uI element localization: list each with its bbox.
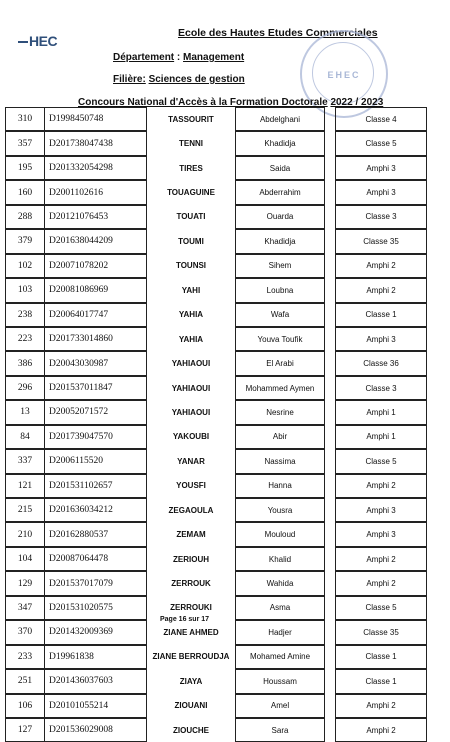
- exam-room-cell: Amphi 2: [335, 694, 427, 718]
- rank-cell: 233: [5, 645, 45, 669]
- candidate-id-cell: D201536029008: [45, 718, 147, 742]
- last-name-cell: YANAR: [177, 456, 205, 466]
- exam-room-cell: Classe 36: [335, 351, 427, 375]
- table-row: [5, 327, 427, 351]
- last-name-cell: YAHIA: [178, 334, 204, 344]
- last-name-cell: TOUMI: [178, 236, 204, 246]
- first-name-cell: Nesrine: [235, 400, 325, 424]
- exam-room-cell: Classe 5: [335, 131, 427, 155]
- candidate-id-cell: D20071078202: [45, 254, 147, 278]
- exam-room-cell: Classe 35: [335, 620, 427, 644]
- first-name-cell: Houssam: [235, 669, 325, 693]
- exam-room-cell: Classe 5: [335, 449, 427, 473]
- last-name-cell: ZIANE BERROUDJA: [152, 652, 230, 662]
- column-gap: [325, 718, 335, 742]
- rank-cell: 84: [5, 425, 45, 449]
- exam-room-cell: Amphi 2: [335, 254, 427, 278]
- exam-room-cell: Amphi 2: [335, 718, 427, 742]
- rank-cell: 129: [5, 571, 45, 595]
- exam-room-cell: Amphi 3: [335, 498, 427, 522]
- last-name-cell: TENNI: [179, 139, 203, 149]
- first-name-cell: Youva Toufik: [235, 327, 325, 351]
- last-name-cell: YAHIAOUI: [171, 407, 211, 417]
- candidate-id-cell: D201537017079: [45, 571, 147, 595]
- candidate-id-cell: D2006115520: [45, 449, 147, 473]
- exam-room-cell: Amphi 3: [335, 522, 427, 546]
- last-name-cell: YAHIAOUI: [171, 383, 211, 393]
- table-row: [5, 205, 427, 229]
- first-name-cell: Abdelghani: [235, 107, 325, 131]
- column-gap: [325, 400, 335, 424]
- last-name-cell: TASSOURIT: [168, 114, 214, 124]
- last-name-cell: YAHI: [181, 285, 201, 295]
- first-name-cell: Amel: [235, 694, 325, 718]
- candidate-id-cell: D20162880537: [45, 522, 147, 546]
- rank-cell: 386: [5, 351, 45, 375]
- exam-room-cell: Amphi 1: [335, 425, 427, 449]
- last-name-cell: ZEMAM: [176, 530, 206, 540]
- exam-room-cell: Classe 3: [335, 376, 427, 400]
- column-gap: [325, 278, 335, 302]
- candidate-id-cell: D20052071572: [45, 400, 147, 424]
- first-name-cell: Asma: [235, 596, 325, 620]
- rank-cell: 215: [5, 498, 45, 522]
- first-name-cell: Loubna: [235, 278, 325, 302]
- first-name-cell: Wahida: [235, 571, 325, 595]
- department-line: Département : Management: [113, 52, 245, 63]
- last-name-cell: TOUAGUINE: [167, 188, 215, 198]
- rank-cell: 102: [5, 254, 45, 278]
- first-name-cell: Hadjer: [235, 620, 325, 644]
- first-name-cell: Mohamed Amine: [235, 645, 325, 669]
- first-name-cell: Wafa: [235, 303, 325, 327]
- rank-cell: 379: [5, 229, 45, 253]
- exam-room-cell: Amphi 3: [335, 156, 427, 180]
- candidate-id-cell: D201531020575: [45, 596, 147, 620]
- table-row: [5, 694, 427, 718]
- candidate-id-cell: D20087064478: [45, 547, 147, 571]
- column-gap: [325, 571, 335, 595]
- filiere-value: Sciences de gestion: [148, 74, 245, 85]
- candidate-id-cell: D201436037603: [45, 669, 147, 693]
- first-name-cell: Mouloud: [235, 522, 325, 546]
- rank-cell: 310: [5, 107, 45, 131]
- rank-cell: 238: [5, 303, 45, 327]
- exam-room-cell: Classe 1: [335, 669, 427, 693]
- candidate-id-cell: D201537011847: [45, 376, 147, 400]
- rank-cell: 251: [5, 669, 45, 693]
- candidate-id-cell: D1998450748: [45, 107, 147, 131]
- candidate-id-cell: D201332054298: [45, 156, 147, 180]
- candidate-id-cell: D20064017747: [45, 303, 147, 327]
- column-gap: [325, 351, 335, 375]
- first-name-cell: Mohammed Aymen: [235, 376, 325, 400]
- last-name-cell: YOUSFI: [176, 481, 206, 491]
- rank-cell: 223: [5, 327, 45, 351]
- table-row: [5, 718, 427, 742]
- exam-room-cell: Amphi 2: [335, 547, 427, 571]
- exam-room-cell: Classe 1: [335, 645, 427, 669]
- first-name-cell: Khadidja: [235, 229, 325, 253]
- first-name-cell: Hanna: [235, 474, 325, 498]
- candidate-id-cell: D20121076453: [45, 205, 147, 229]
- rank-cell: 288: [5, 205, 45, 229]
- candidate-id-cell: D20043030987: [45, 351, 147, 375]
- table-row: [5, 254, 427, 278]
- first-name-cell: Saida: [235, 156, 325, 180]
- candidate-id-cell: D201638044209: [45, 229, 147, 253]
- table-row: [5, 180, 427, 204]
- table-row: [5, 303, 427, 327]
- exam-room-cell: Amphi 2: [335, 278, 427, 302]
- table-row: [5, 596, 427, 620]
- exam-room-cell: Classe 4: [335, 107, 427, 131]
- table-row: [5, 522, 427, 546]
- last-name-cell: TIRES: [179, 163, 203, 173]
- table-row: [5, 547, 427, 571]
- column-gap: [325, 180, 335, 204]
- column-gap: [325, 254, 335, 278]
- table-row: [5, 229, 427, 253]
- column-gap: [325, 669, 335, 693]
- candidates-table: [5, 107, 427, 742]
- last-name-cell: ZERROUKI: [170, 603, 212, 613]
- candidate-id-cell: D20101055214: [45, 694, 147, 718]
- column-gap: [325, 303, 335, 327]
- department-value: Management: [183, 52, 245, 63]
- last-name-cell: YAHIAOUI: [171, 359, 211, 369]
- exam-room-cell: Amphi 2: [335, 474, 427, 498]
- rank-cell: 127: [5, 718, 45, 742]
- candidate-id-cell: D201739047570: [45, 425, 147, 449]
- first-name-cell: Abderrahim: [235, 180, 325, 204]
- rank-cell: 195: [5, 156, 45, 180]
- table-row: [5, 571, 427, 595]
- candidate-id-cell: D2001102616: [45, 180, 147, 204]
- first-name-cell: Sihem: [235, 254, 325, 278]
- exam-room-cell: Amphi 1: [335, 400, 427, 424]
- column-gap: [325, 474, 335, 498]
- exam-room-cell: Amphi 2: [335, 571, 427, 595]
- rank-cell: 296: [5, 376, 45, 400]
- exam-room-cell: Classe 3: [335, 205, 427, 229]
- exam-room-cell: Classe 35: [335, 229, 427, 253]
- filiere-label: Filière:: [113, 74, 146, 85]
- first-name-cell: Yousra: [235, 498, 325, 522]
- first-name-cell: El Arabi: [235, 351, 325, 375]
- first-name-cell: Ouarda: [235, 205, 325, 229]
- last-name-cell: ZIANE AHMED: [163, 627, 219, 637]
- table-row: [5, 474, 427, 498]
- last-name-cell: ZIAYA: [179, 676, 203, 686]
- rank-cell: 104: [5, 547, 45, 571]
- first-name-cell: Khadidja: [235, 131, 325, 155]
- rank-cell: 210: [5, 522, 45, 546]
- exam-room-cell: Amphi 3: [335, 180, 427, 204]
- candidate-id-cell: D201738047438: [45, 131, 147, 155]
- first-name-cell: Nassima: [235, 449, 325, 473]
- last-name-cell: ZIOUANI: [174, 701, 208, 711]
- stamp-text: EHEC: [327, 70, 361, 80]
- first-name-cell: Sara: [235, 718, 325, 742]
- last-name-cell: ZERROUK: [171, 579, 211, 589]
- page-number: Page 16 sur 17: [160, 616, 210, 623]
- column-gap: [325, 327, 335, 351]
- table-row: [5, 669, 427, 693]
- school-name: Ecole des Hautes Etudes Commerciales: [178, 27, 378, 39]
- table-row: [5, 425, 427, 449]
- concours-text: Concours National d'Accès à la Formation Doctorale: [78, 97, 328, 108]
- exam-room-cell: Amphi 3: [335, 327, 427, 351]
- column-gap: [325, 694, 335, 718]
- last-name-cell: ZEGAOULA: [168, 505, 214, 515]
- table-row: [5, 156, 427, 180]
- column-gap: [325, 107, 335, 131]
- candidate-id-cell: D201432009369: [45, 620, 147, 644]
- rank-cell: 103: [5, 278, 45, 302]
- table-row: [5, 498, 427, 522]
- column-gap: [325, 449, 335, 473]
- rank-cell: 337: [5, 449, 45, 473]
- last-name-cell: YAKOUBI: [172, 432, 210, 442]
- rank-cell: 370: [5, 620, 45, 644]
- rank-cell: 121: [5, 474, 45, 498]
- candidate-id-cell: D20081086969: [45, 278, 147, 302]
- filiere-line: [113, 74, 245, 85]
- department-label: Département: [113, 52, 175, 63]
- column-gap: [325, 376, 335, 400]
- column-gap: [325, 645, 335, 669]
- exam-room-cell: Classe 5: [335, 596, 427, 620]
- candidate-id-cell: D201531102657: [45, 474, 147, 498]
- column-gap: [325, 522, 335, 546]
- hec-logo: HEC: [18, 33, 57, 49]
- column-gap: [325, 229, 335, 253]
- column-gap: [325, 596, 335, 620]
- column-gap: [325, 131, 335, 155]
- candidate-id-cell: D201636034212: [45, 498, 147, 522]
- column-gap: [325, 156, 335, 180]
- table-row: [5, 278, 427, 302]
- column-gap: [325, 425, 335, 449]
- rank-cell: 357: [5, 131, 45, 155]
- column-gap: [325, 547, 335, 571]
- last-name-cell: ZIOUCHE: [173, 725, 209, 735]
- candidate-id-cell: D201733014860: [45, 327, 147, 351]
- rank-cell: 13: [5, 400, 45, 424]
- table-row: [5, 351, 427, 375]
- table-row: [5, 645, 427, 669]
- exam-room-cell: Classe 1: [335, 303, 427, 327]
- rank-cell: 347: [5, 596, 45, 620]
- last-name-cell: TOUNSI: [175, 261, 207, 271]
- last-name-cell: YAHIA: [178, 310, 204, 320]
- column-gap: [325, 205, 335, 229]
- rank-cell: 160: [5, 180, 45, 204]
- first-name-cell: Khalid: [235, 547, 325, 571]
- table-row: [5, 131, 427, 155]
- column-gap: [325, 498, 335, 522]
- table-row: [5, 400, 427, 424]
- table-row: [5, 449, 427, 473]
- academic-year: 2022 / 2023: [330, 97, 384, 108]
- column-gap: [325, 620, 335, 644]
- last-name-cell: ZERIOUH: [173, 554, 209, 564]
- table-row: [5, 107, 427, 131]
- table-row: [5, 620, 427, 644]
- first-name-cell: Abir: [235, 425, 325, 449]
- rank-cell: 106: [5, 694, 45, 718]
- table-row: [5, 376, 427, 400]
- candidate-id-cell: D19961838: [45, 645, 147, 669]
- last-name-cell: TOUATI: [176, 212, 206, 222]
